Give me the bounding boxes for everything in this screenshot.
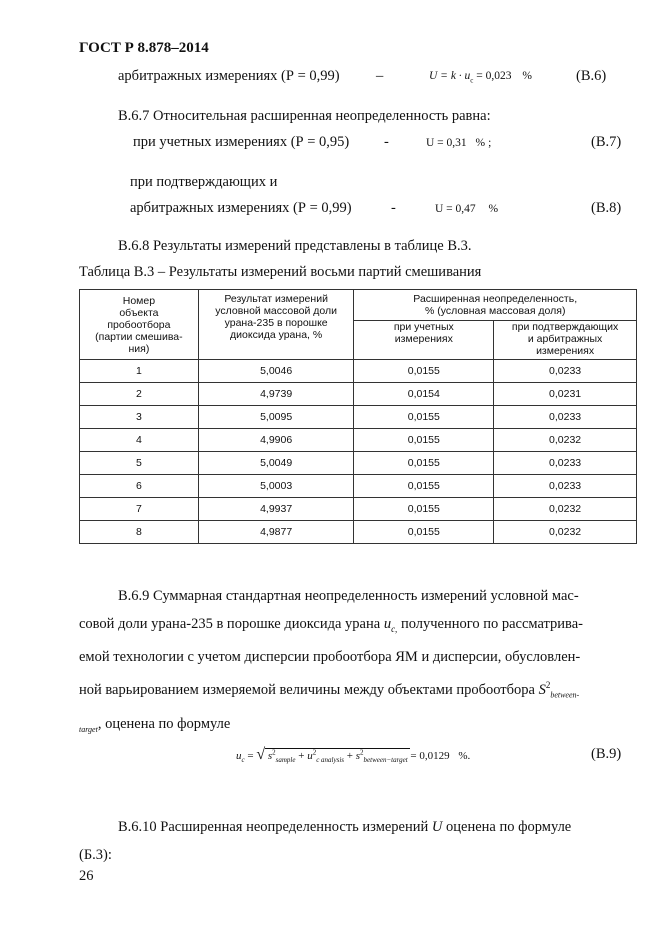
col-header-sample-number: Номер объекта пробоотбора (партии смешива- ния): [80, 290, 199, 360]
cell-u-confirming: 0,0231: [494, 383, 637, 406]
p69-line2: совой доли урана-235 в порошке диоксида урана $u_{c,}$ полученного по рассматрива-: [79, 616, 583, 634]
table-row: [80, 452, 637, 475]
equation-number-b9: (В.9): [591, 746, 622, 762]
formula-b9: $u_c$ = √ $s^2_{sample} + u^2_{c analysis} + s^2_{between-target} = 0,0129$ %.: [236, 746, 471, 765]
p69-line3: емой технологии с учетом дисперсии пробоотбора ЯМ и дисперсии, обусловлен-: [79, 648, 581, 665]
p69-line5: $_{target}$, оценена по формуле: [79, 715, 231, 734]
cell-u-confirming: 0,0232: [494, 498, 637, 521]
p610-line1: В.6.10 Расширенная неопределенность измерений U оценена по формуле: [118, 819, 572, 835]
paragraph-b68: В.6.8 Результаты измерений представлены в таблице В.3.: [118, 238, 472, 254]
cell-u-confirming: 0,0233: [494, 475, 637, 498]
cell-u-accounting: 0,0155: [354, 429, 494, 452]
cell-result: 4,9739: [198, 383, 354, 406]
cell-number: 1: [80, 360, 199, 383]
formula-b8: U = 0,47 %: [435, 203, 499, 215]
cell-number: 7: [80, 498, 199, 521]
p69-line4: ной варьированием измеряемой величины между объектами пробоотбора $S^2_{between-}$: [79, 679, 580, 700]
sqrt-icon: √: [256, 746, 266, 763]
cell-result: 5,0003: [198, 475, 354, 498]
cell-result: 5,0095: [198, 406, 354, 429]
cell-number: 5: [80, 452, 199, 475]
col-header-confirming: при подтверждающих и арбитражных измерениях: [494, 321, 637, 360]
cell-u-confirming: 0,0232: [494, 521, 637, 544]
cell-u-confirming: 0,0233: [494, 360, 637, 383]
cell-result: 4,9937: [198, 498, 354, 521]
line-arbitrage2-dash: -: [391, 200, 396, 216]
table-caption: Таблица В.3 – Результаты измерений восьми партий смешивания: [79, 264, 482, 280]
line-confirming-text: при подтверждающих и: [130, 174, 278, 190]
cell-result: 5,0046: [198, 360, 354, 383]
col-header-accounting: при учетных измерениях: [354, 321, 494, 360]
cell-number: 3: [80, 406, 199, 429]
cell-result: 5,0049: [198, 452, 354, 475]
formula-b6: $U = k \cdot u_c = 0,023$ %: [429, 70, 532, 85]
cell-u-accounting: 0,0155: [354, 406, 494, 429]
cell-u-accounting: 0,0155: [354, 452, 494, 475]
cell-u-accounting: 0,0155: [354, 360, 494, 383]
cell-u-confirming: 0,0233: [494, 452, 637, 475]
document-header: ГОСТ Р 8.878–2014: [79, 40, 209, 56]
cell-number: 4: [80, 429, 199, 452]
p69-line1: В.6.9 Суммарная стандартная неопределенность измерений условной мас-: [118, 588, 579, 604]
cell-u-accounting: 0,0155: [354, 521, 494, 544]
col-header-result: Результат измерений условной массовой доли урана-235 в порошке диоксида урана, %: [198, 290, 354, 360]
results-table: [79, 289, 637, 544]
line-accounting-dash: -: [384, 134, 389, 150]
line-arbitrage-text: арбитражных измерениях (Р = 0,99): [118, 68, 340, 84]
table-row: [80, 429, 637, 452]
line-arbitrage2-text: арбитражных измерениях (Р = 0,99): [130, 200, 352, 216]
p610-line2: (Б.3):: [79, 847, 112, 863]
cell-number: 2: [80, 383, 199, 406]
line-accounting-text: при учетных измерениях (Р = 0,95): [133, 134, 350, 150]
table-row: [80, 521, 637, 544]
cell-u-accounting: 0,0155: [354, 498, 494, 521]
formula-b7: U = 0,31 % ;: [426, 137, 492, 149]
cell-u-accounting: 0,0155: [354, 475, 494, 498]
col-header-expanded-uncertainty: Расширенная неопределенность, % (условная массовая доля): [354, 290, 637, 321]
cell-u-accounting: 0,0154: [354, 383, 494, 406]
paragraph-b67: В.6.7 Относительная расширенная неопределенность равна:: [118, 108, 491, 124]
line-arbitrage-dash: –: [376, 68, 384, 84]
cell-number: 8: [80, 521, 199, 544]
cell-result: 4,9877: [198, 521, 354, 544]
table-row: [80, 383, 637, 406]
table-row: [80, 360, 637, 383]
equation-number-b7: (В.7): [591, 134, 622, 150]
table-row: [80, 475, 637, 498]
equation-number-b8: (В.8): [591, 200, 622, 216]
paragraph-b69: [79, 582, 631, 744]
equation-number-b6: (В.6): [576, 68, 607, 84]
cell-u-confirming: 0,0233: [494, 406, 637, 429]
cell-u-confirming: 0,0232: [494, 429, 637, 452]
page-number: 26: [79, 868, 94, 884]
table-row: [80, 406, 637, 429]
paragraph-b610: [79, 813, 631, 869]
table-row: [80, 498, 637, 521]
cell-result: 4,9906: [198, 429, 354, 452]
cell-number: 6: [80, 475, 199, 498]
